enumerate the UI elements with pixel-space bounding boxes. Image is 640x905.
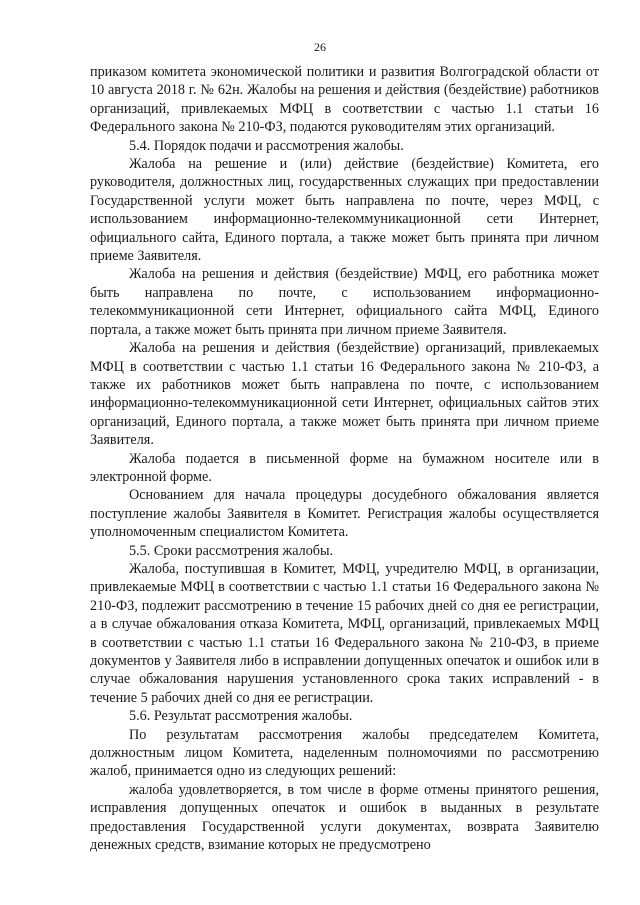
paragraph-12: жалоба удовлетворяется, в том числе в форме отмены принятого решения, исправления допущенных опечаток и ошибок в выданных в результате предоставления Государственной услуги документах, возврата Заявителю денежных средств, взимание которых не предусмотрено <box>90 781 599 854</box>
paragraph-9: Жалоба, поступившая в Комитет, МФЦ, учредителю МФЦ, в организации, привлекаемые МФЦ в соответствии с частью 1.1 статьи 16 Федерального закона № 210-ФЗ, подлежит рассмотрению в течение 15 рабочих дней со дня ее регистрации, а в случае обжалования отказа Комитета, МФЦ, организаций, привлекаемых МФЦ в соответствии с частью 1.1 статьи 16 Федерального закона № 210-ФЗ, в приеме документов у Заявителя либо в исправлении допущенных опечаток и ошибок или в случае обжалования нарушения установленного срока таких исправлений - в течение 5 рабочих дней со дня ее регистрации. <box>90 560 599 706</box>
section-heading-5-4: 5.4. Порядок подачи и рассмотрения жалобы. <box>129 137 404 154</box>
paragraph-1: приказом комитета экономической политики и развития Волгоградской области от 10 августа 2018 г. № 62н. Жалобы на решения и действия (бездействие) работников организаций, привлекаемых МФЦ в соответствии с частью 1.1 статьи 16 Федерального закона № 210-ФЗ, подаются руководителям этих организаций. <box>90 64 599 136</box>
page-number: 26 <box>314 40 326 54</box>
document-body <box>90 63 599 854</box>
paragraph-6: Жалоба подается в письменной форме на бумажном носителе или в электронной форме. <box>90 450 599 485</box>
paragraph-11: По результатам рассмотрения жалобы председателем Комитета, должностным лицом Комитета, наделенным полномочиями по рассмотрению жалоб, принимается одно из следующих решений: <box>90 726 599 780</box>
paragraph-5: Жалоба на решения и действия (бездействие) организаций, привлекаемых МФЦ в соответствии с частью 1.1 статьи 16 Федерального закона № 210-ФЗ, а также их работников может быть направлена по почте, с использованием информационно-телекоммуникационной сети Интернет, официальных сайтов этих организаций, Единого портала, а также может быть принята при личном приеме Заявителя. <box>90 340 599 449</box>
paragraph-7: Основанием для начала процедуры досудебного обжалования является поступление жалобы Заявителя в Комитет. Регистрация жалобы осуществляется уполномоченным специалистом Комитета. <box>90 487 599 541</box>
paragraph-4: Жалоба на решения и действия (бездействие) МФЦ, его работника может быть направлена по почте, с использованием информационно-телекоммуникационной сети Интернет, официального сайта МФЦ, Единого портала, а также может быть принята при личном приеме Заявителя. <box>90 266 599 338</box>
section-heading-5-5: 5.5. Сроки рассмотрения жалобы. <box>129 542 334 559</box>
section-heading-5-6: 5.6. Результат рассмотрения жалобы. <box>129 708 353 725</box>
paragraph-3: Жалоба на решение и (или) действие (бездействие) Комитета, его руководителя, должностных лиц, государственных служащих при предоставлении Государственной услуги может быть направлена по почте, через МФЦ, с использованием информационно-телекоммуникационной сети Интернет, официального сайта, Единого портала, а также может быть принята при личном приеме Заявителя. <box>90 156 599 265</box>
